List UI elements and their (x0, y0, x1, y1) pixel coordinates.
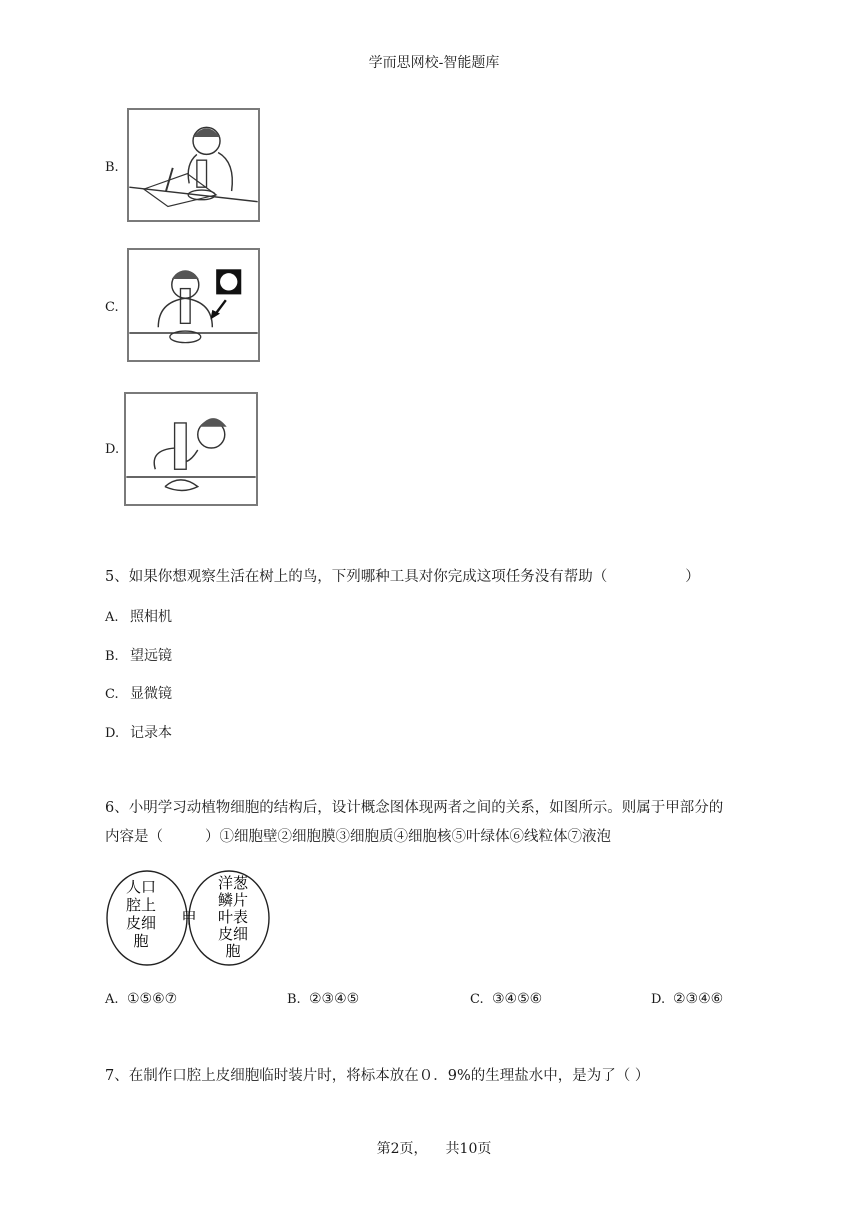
question-5-choice-c[interactable]: C. 显微镜 (105, 686, 172, 702)
venn-right-line-5: 胞 (225, 942, 241, 960)
venn-left-line-3: 皮细 (125, 914, 157, 932)
student-adjusting-microscope-icon (124, 392, 258, 506)
venn-right-line-1: 洋葱 (217, 874, 249, 892)
question-5-choice-d[interactable]: D. 记录本 (105, 725, 172, 741)
question-6-choice-c[interactable]: C. ③④⑤⑥ (470, 991, 543, 1007)
question-5-choice-b[interactable]: B. 望远镜 (105, 648, 172, 664)
venn-diagram (105, 868, 275, 968)
question-5-text: 5、如果你想观察生活在树上的鸟，下列哪种工具对你完成这项任务没有帮助（ (105, 569, 608, 585)
student-microscope-bright-field-icon (127, 248, 260, 362)
venn-left-line-1: 人口 (125, 878, 157, 896)
question-5-choice-a[interactable]: A. 照相机 (105, 609, 172, 625)
venn-right-line-3: 叶表 (217, 908, 249, 926)
student-microscope-drawing-icon (127, 108, 260, 222)
question-6-choice-a[interactable]: A. ①⑤⑥⑦ (105, 991, 178, 1007)
venn-right-line-4: 皮细 (217, 925, 249, 943)
question-6-stem (105, 795, 785, 850)
q4-option-d-label: D. (105, 442, 120, 457)
question-6-line-2-end: ）①细胞壁②细胞膜③细胞质④细胞核⑤叶绿体⑥线粒体⑦液泡 (205, 829, 611, 845)
question-5-stem (105, 564, 785, 590)
question-7-stem: 7、在制作口腔上皮细胞临时装片时，将标本放在０．9%的生理盐水中，是为了（ ） (105, 1068, 650, 1084)
venn-left-line-4: 胞 (133, 932, 149, 950)
question-6-line-1: 6、小明学习动植物细胞的结构后，设计概念图体现两者之间的关系，如图所示。则属于甲部分的 (105, 800, 724, 816)
page-footer (0, 1138, 868, 1158)
venn-left-line-2: 腔上 (125, 896, 157, 914)
q4-option-b-label: B. (105, 160, 119, 175)
page-total: 共10页 (445, 1141, 492, 1157)
venn-right-line-2: 鳞片 (217, 891, 249, 909)
question-6-choice-d[interactable]: D. ②③④⑥ (651, 991, 724, 1007)
question-5-paren: ） (685, 569, 700, 585)
question-6-line-2-start: 内容是（ (105, 829, 163, 845)
venn-center-label: 甲 (181, 909, 197, 927)
question-6-choice-b[interactable]: B. ②③④⑤ (287, 991, 360, 1007)
page-header: 学而思网校-智能题库 (368, 55, 500, 71)
q4-option-c-label: C. (105, 300, 119, 315)
page-number: 第2页， (376, 1141, 428, 1157)
